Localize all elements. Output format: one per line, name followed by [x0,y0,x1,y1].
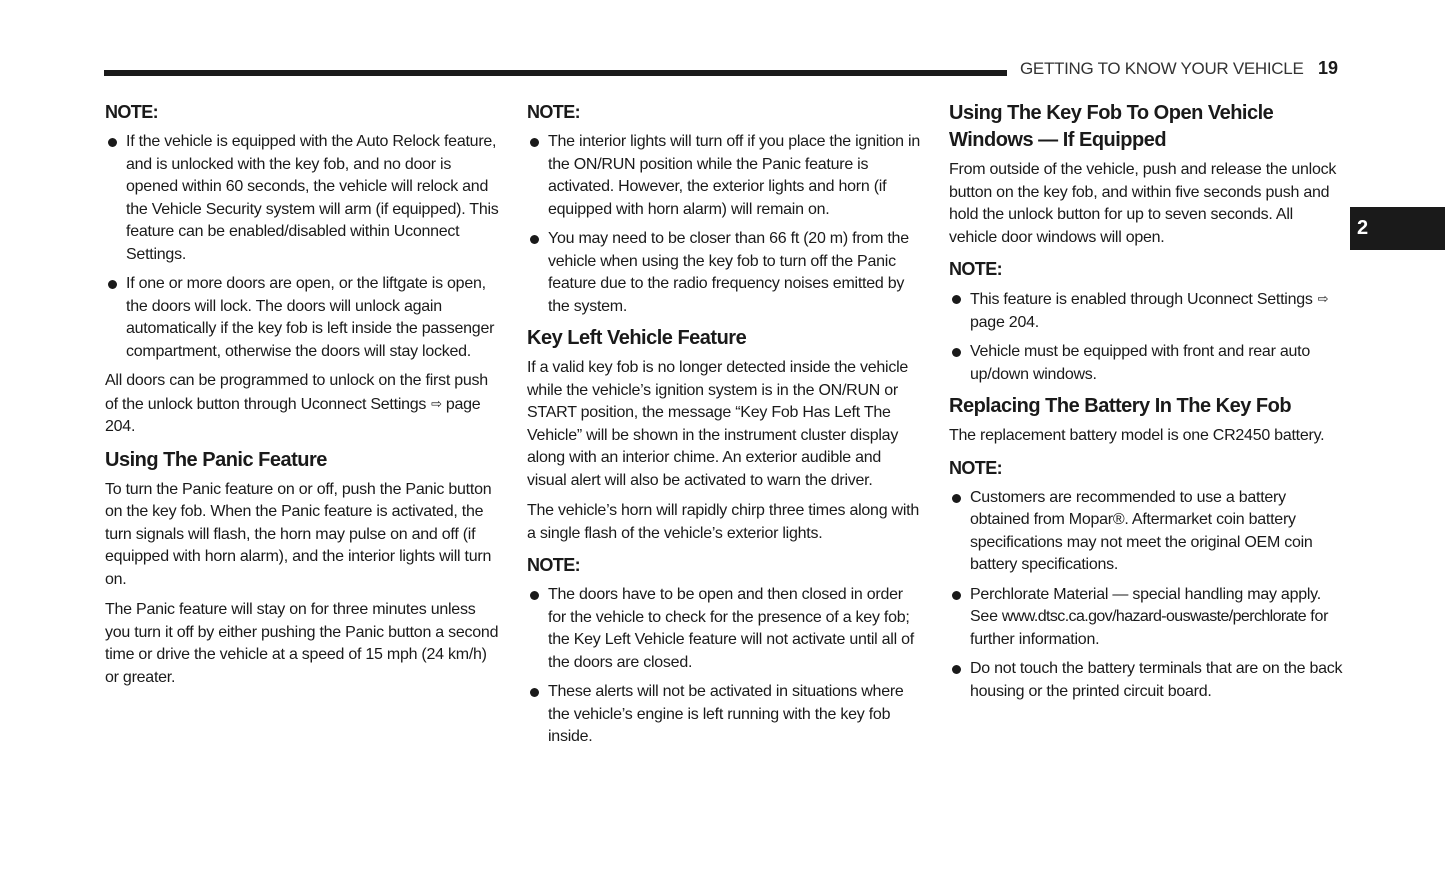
cross-reference-arrow-icon: ⇨ [1317,291,1329,306]
section-heading-windows: Using The Key Fob To Open Vehicle Windows — If Equipped [949,102,1274,151]
paragraph [105,370,500,439]
bullet-text: Perchlorate Material — special handling may apply. See [970,585,1321,625]
bullet-item [949,288,1344,334]
note-bullet-list [527,131,922,318]
bullet-text: Do not touch the battery terminals that are on the back housing or the printed circuit board. [970,660,1343,700]
bullet-icon [530,235,539,244]
bullet-item [527,131,922,221]
header-rule [104,70,1007,76]
bullet-text: If the vehicle is equipped with the Auto Relock feature, and is unlocked with the key fob, and no door is opened within 60 seconds, the vehicle will relock and the Vehicle Security system will arm (if equipped). This feature can be enabled/disabled within Uconnect Settings. [126,133,499,263]
column-middle [527,100,922,756]
bullet-text: These alerts will not be activated in situations where the vehicle’s engine is left running with the key fob inside. [548,683,904,745]
paragraph-text: All doors can be programmed to unlock on the first push of the unlock button through Uconnect Settings [105,372,488,413]
note-bullet-list [105,131,500,363]
note-bullet-list [527,584,922,749]
note-label: NOTE: [527,102,580,122]
bullet-item [949,487,1344,577]
bullet-icon [108,280,117,289]
bullet-text: The interior lights will turn off if you place the ignition in the ON/RUN position while the Panic feature is activated. However, the exterior lights and horn (if equipped with horn alarm) will remain on. [548,133,920,218]
bullet-text: You may need to be closer than 66 ft (20 m) from the vehicle when using the key fob to turn off the Panic feature due to the radio frequency noises emitted by the system. [548,230,909,315]
bullet-text: If one or more doors are open, or the liftgate is open, the doors will lock. The doors will unlock again automatically if the key fob is left inside the passenger compartment, otherwise the doors will stay locked. [126,275,495,360]
bullet-item [527,681,922,749]
bullet-icon [952,494,961,503]
bullet-icon [952,591,961,600]
paragraph: If a valid key fob is no longer detected inside the vehicle while the vehicle’s ignition system is in the ON/RUN or START position, the message “Key Fob Has Left The Vehicle” will be shown in the instrument cluster display along with an interior chime. An exterior audible and visual alert will also be activated to warn the driver. [527,359,909,489]
section-heading-key-left: Key Left Vehicle Feature [527,327,747,349]
bullet-item [949,584,1344,652]
bullet-item [105,273,500,363]
page-number: 19 [1318,58,1339,78]
bullet-text: Customers are recommended to use a battery obtained from Mopar®. Aftermarket coin battery specifications may not meet the original OEM coin battery specifications. [970,488,1313,573]
section-heading-panic: Using The Panic Feature [105,448,327,471]
bullet-item [527,228,922,318]
bullet-item [949,341,1344,386]
bullet-item [949,658,1344,703]
note-label: NOTE: [105,102,158,122]
url-link[interactable]: www.dtsc.ca.gov/hazard-ouswaste/perchlorate [1001,608,1307,625]
bullet-text: This feature is enabled through Uconnect Settings [970,291,1313,308]
bullet-text: Vehicle must be equipped with front and rear auto up/down windows. [970,343,1310,383]
bullet-item [527,584,922,674]
bullet-item [105,131,500,266]
bullet-icon [952,295,961,304]
bullet-icon [952,665,961,674]
page-reference-link[interactable]: page 204. [970,313,1039,331]
section-heading-battery: Replacing The Battery In The Key Fob [949,395,1292,417]
section-title: GETTING TO KNOW YOUR VEHICLE [1020,59,1304,78]
paragraph: The Panic feature will stay on for three minutes unless you turn it off by either pushing the Panic button a second time or drive the vehicle at a speed of 15 mph (24 km/h) or greater. [105,601,499,686]
bullet-icon [530,591,539,600]
bullet-icon [108,138,117,147]
bullet-text: for further information. [970,608,1329,648]
bullet-text: The doors have to be open and then closed in order for the vehicle to check for the presence of a key fob; the Key Left Vehicle feature will not activate until all of the doors are closed. [548,586,914,671]
chapter-tab: 2 [1350,207,1445,250]
paragraph: To turn the Panic feature on or off, push the Panic button on the key fob. When the Panic feature is activated, the turn signals will flash, the horn may pulse on and off (if equipped with horn alarm), and the interior lights will turn on. [105,480,492,588]
note-bullet-list [949,288,1344,386]
note-label: NOTE: [949,457,1002,478]
paragraph: The replacement battery model is one CR2450 battery. [949,427,1325,444]
page-reference-link[interactable]: page 204. [105,395,481,435]
note-bullet-list [949,487,1344,704]
paragraph: From outside of the vehicle, push and release the unlock button on the key fob, and within five seconds push and hold the unlock button for up to seven seconds. All vehicle door windows will open. [949,161,1337,246]
paragraph: The vehicle’s horn will rapidly chirp three times along with a single flash of the vehicle’s exterior lights. [527,502,919,542]
cross-reference-arrow-icon: ⇨ [431,395,442,411]
column-right [949,100,1344,710]
bullet-icon [530,688,539,697]
bullet-icon [530,138,539,147]
note-label: NOTE: [527,555,580,575]
column-left [105,100,500,697]
note-label: NOTE: [949,259,1002,279]
bullet-icon [952,348,961,357]
